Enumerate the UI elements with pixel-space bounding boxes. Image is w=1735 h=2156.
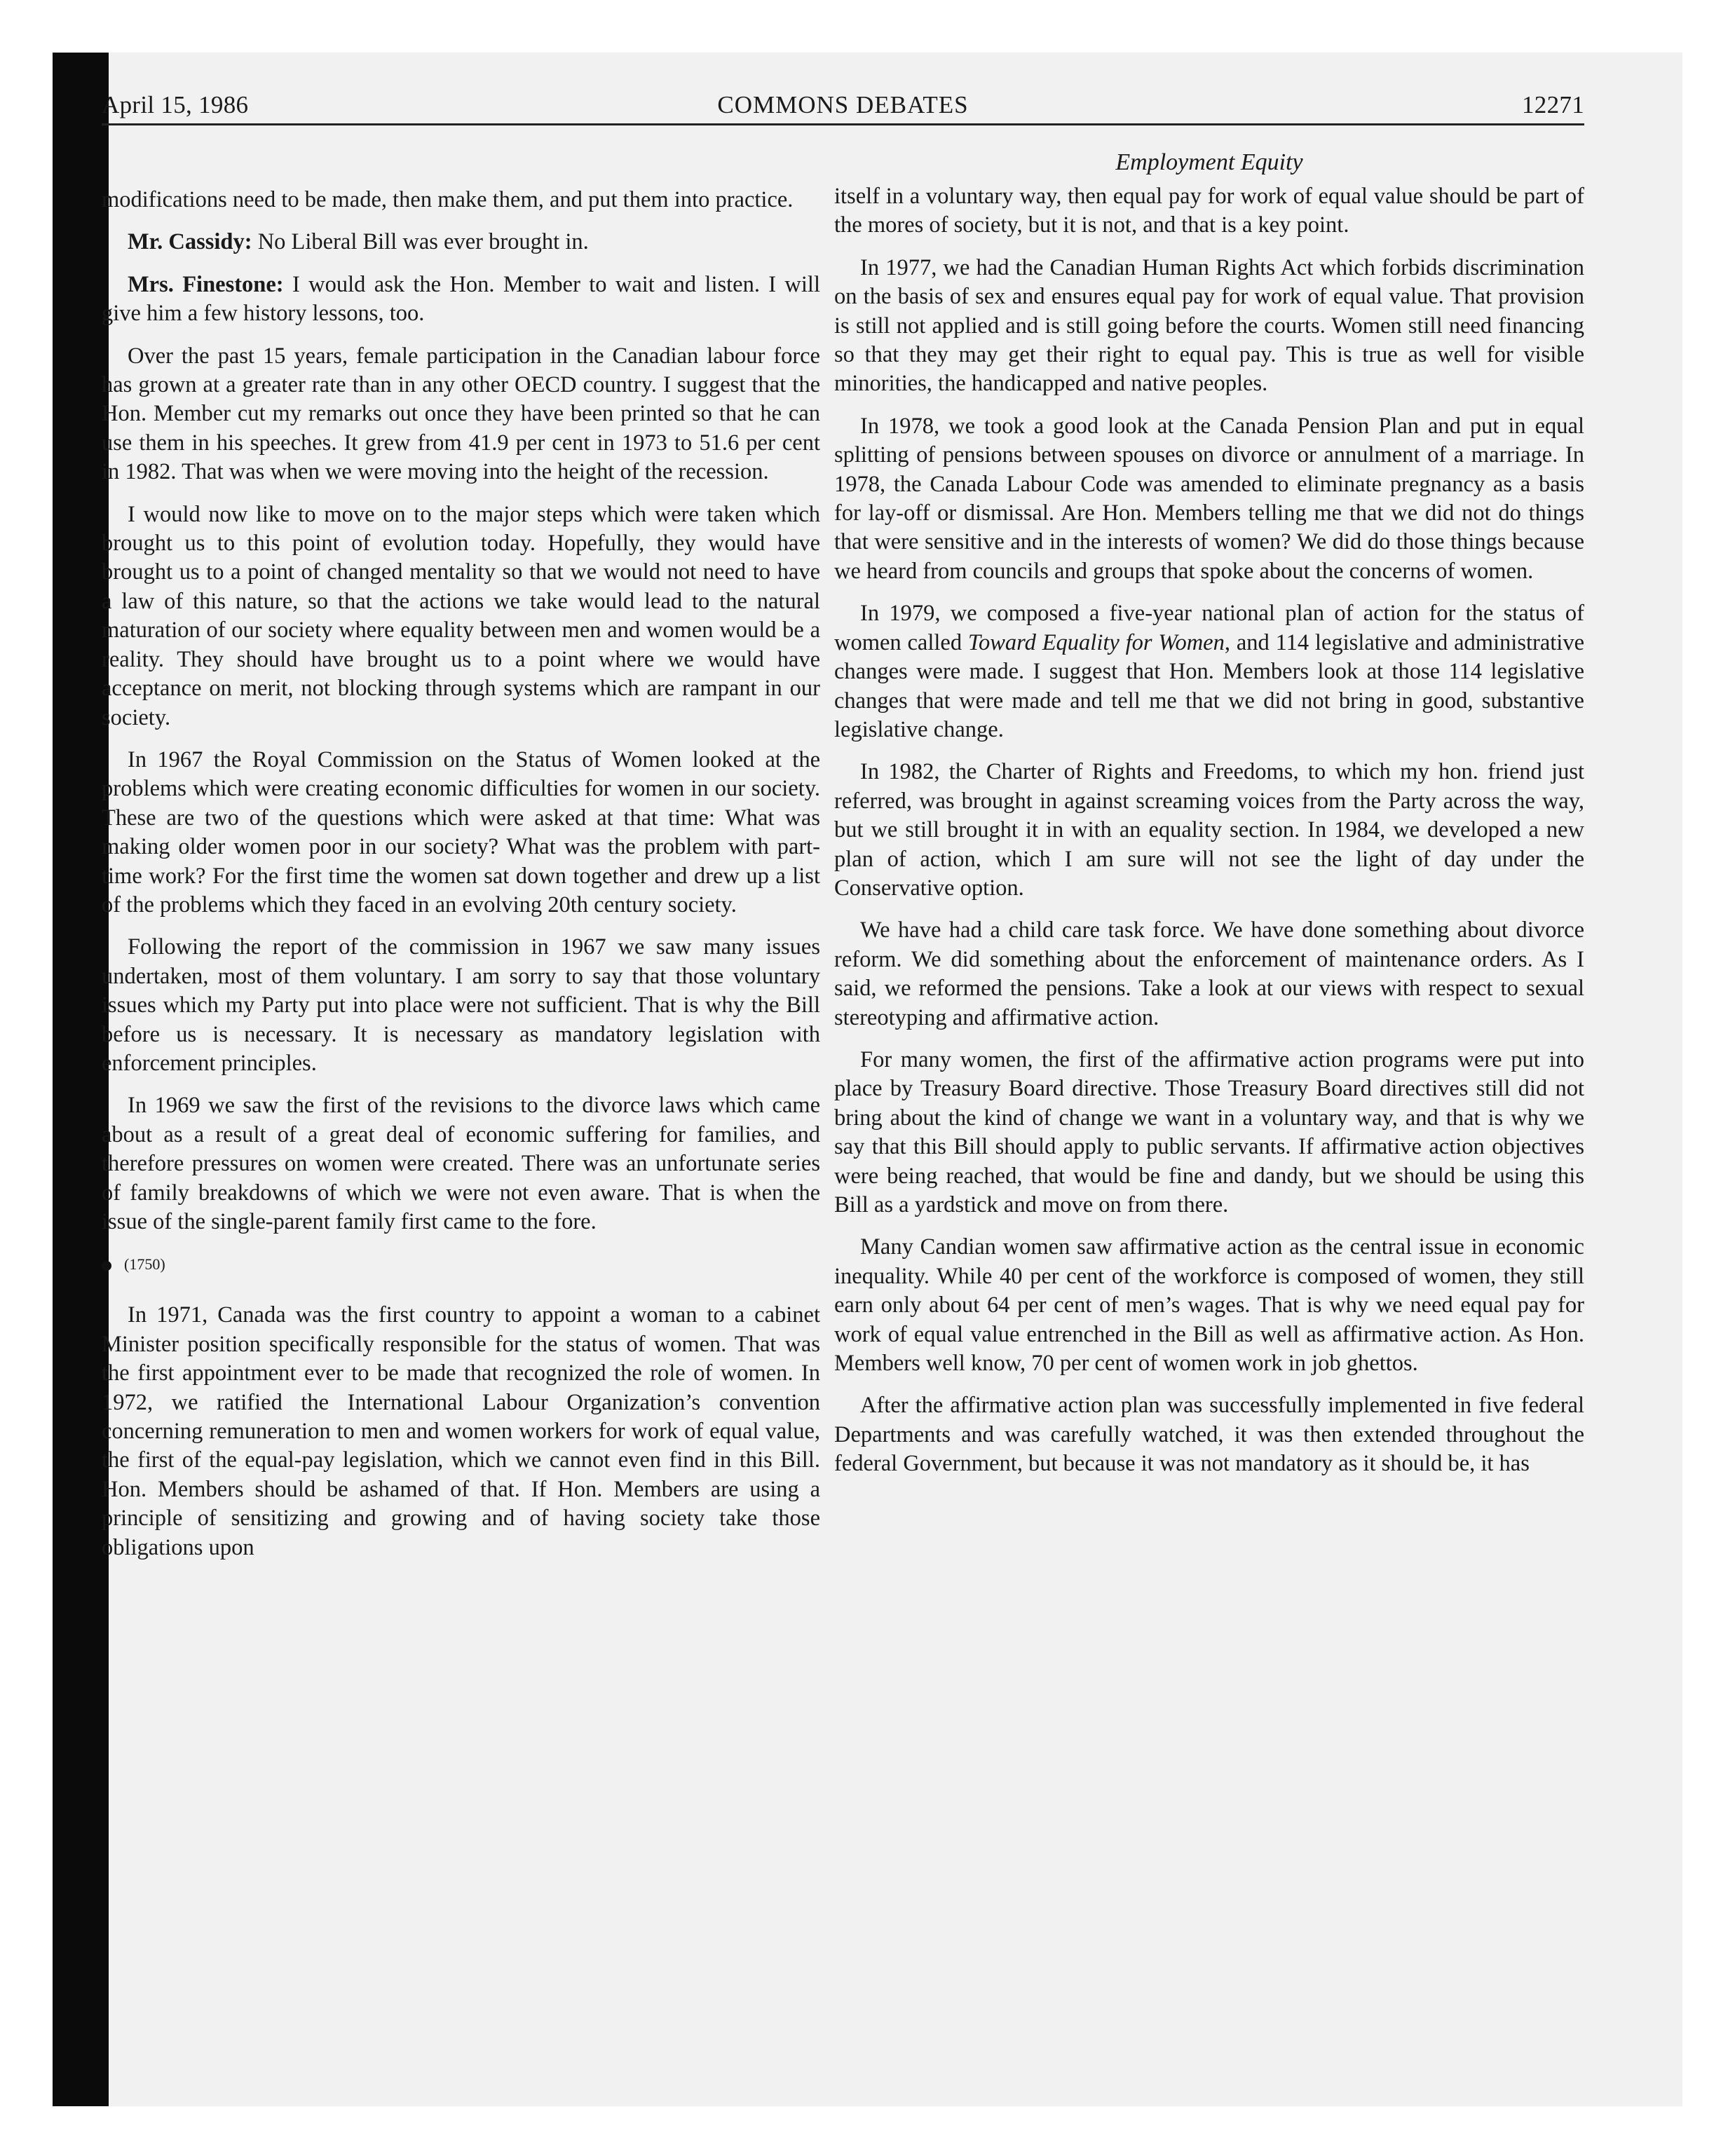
speech-text: No Liberal Bill was ever brought in. (252, 229, 589, 255)
speaker-name: Mr. Cassidy: (128, 229, 252, 255)
left-column (102, 186, 820, 1576)
page-number: 12271 (1522, 91, 1584, 118)
paragraph: In 1969 we saw the first of the revisions to the divorce laws which came about as a result of a great deal of economic suffering for families, and therefore pressures on women were created. There was an unfortunate series of family breakdowns of which we were not even aware. That is when the issue of the single-parent family first came to the fore. (102, 1093, 820, 1234)
paragraph: Many Candian women saw affirmative action as the central issue in economic inequality. While 40 per cent of the workforce is composed of women, they still earn only about 64 per cent of men’s wages. That is why we need equal pay for work of equal value entrenched in the Bill as well as affirmative action. As Hon. Members well know, 70 per cent of women work in job ghettos. (834, 1234, 1584, 1377)
right-column (834, 182, 1584, 1492)
paragraph: In 1967 the Royal Commission on the Status of Women looked at the problems which were creating economic difficulties for women in our society. These are two of the questions which were asked at that time: What was making older women poor in our society? What was the problem with part-time work? For the first time the women sat down together and drew up a list of the problems which they faced in an evolving 20th century society. (102, 746, 820, 917)
paragraph: In 1971, Canada was the first country to appoint a woman to a cabinet Minister position specifically responsible for the status of women. That was the first appointment ever to be made that recognized the role of women. In 1972, we ratified the International Labour Organization’s convention concerning remuneration to men and women workers for work of equal value, the first of the equal-pay legislation, which we cannot even find in this Bill. Hon. Members should be ashamed of that. If Hon. Members are using a principle of sensitizing and growing and of having society take those obligations upon (102, 1302, 820, 1560)
section-title: Employment Equity (1115, 149, 1303, 175)
text-run: In 1979, we composed a five-year national plan of action for the status of women called (834, 601, 1584, 655)
paragraph: For many women, the first of the affirmative action programs were put into place by Treasury Board directive. Those Treasury Board directives still did not bring about the kind of change we want in a voluntary way, and that is why we say that this Bill should apply to public servants. If affirmative action objectives were being reached, that would be fine and dandy, but we should be using this Bill as a yardstick and move on from there. (834, 1046, 1584, 1217)
speaker-paragraph (102, 271, 820, 329)
speaker-paragraph (102, 228, 820, 257)
paragraph: In 1977, we had the Canadian Human Rights Act which forbids discrimination on the basis of sex and ensures equal pay for work of equal value. That provision is still not applied and is still going before the courts. Women still need financing so that they may get their right to equal pay. This is true as well for visible minorities, the handicapped and native peoples. (834, 254, 1584, 397)
paragraph: modifications need to be made, then make them, and put them into practice. (102, 187, 794, 212)
header-rule (102, 123, 1584, 125)
header-title: COMMONS DEBATES (717, 91, 969, 118)
time-marker (102, 1250, 820, 1278)
report-title: Toward Equality for Women (967, 629, 1225, 655)
paragraph: After the affirmative action plan was successfully implemented in five federal Departments and was carefully watched, it was then extended throughout the federal Government, but because it was not mandatory as it should be, it has (834, 1393, 1584, 1477)
bullet-icon (102, 1261, 111, 1271)
paragraph: In 1982, the Charter of Rights and Freedoms, to which my hon. friend just referred, was brought in against screaming voices from the Party across the way, but we still brought it in with an equality section. In 1984, we developed a new plan of action, which I am sure will not see the light of day under the Conservative option. (834, 759, 1584, 901)
running-header (102, 91, 1584, 119)
time-marker-text: (1750) (124, 1255, 165, 1274)
text-run: , and 114 legislative and administrative changes were made. I suggest that Hon. Members look at those 114 legislative changes that were made and tell me that we did not bring in good, substantive legislative change. (834, 629, 1584, 742)
speech-text: I would ask the Hon. Member to wait and listen. I will give him a few history lessons, too. (102, 271, 820, 327)
paragraph: itself in a voluntary way, then equal pay for work of equal value should be part of the mores of society, but it is not, and that is a key point. (834, 184, 1584, 238)
header-date: April 15, 1986 (102, 91, 249, 118)
paragraph: In 1978, we took a good look at the Canada Pension Plan and put in equal splitting of pensions between spouses on divorce or annulment of a marriage. In 1978, the Canada Labour Code was amended to eliminate pregnancy as a basis for lay-off or dismissal. Are Hon. Members telling me that we did not do things that were sensitive and in the interests of women? We did do those things because we heard from councils and groups that spoke about the concerns of women. (834, 413, 1584, 584)
speaker-name: Mrs. Finestone: (128, 271, 284, 297)
paragraph (834, 599, 1584, 744)
paragraph: We have had a child care task force. We have done something about divorce reform. We did something about the enforcement of maintenance orders. As I said, we reformed the pensions. Take a look at our views with respect to sexual stereotyping and affirmative action. (834, 917, 1584, 1030)
paragraph: Following the report of the commission in 1967 we saw many issues undertaken, most of them voluntary. I am sorry to say that those voluntary issues which my Party put into place were not sufficient. That is why the Bill before us is necessary. It is necessary as mandatory legislation with enforcement principles. (102, 934, 820, 1076)
binding-shadow (53, 53, 109, 2106)
paragraph: I would now like to move on to the major steps which were taken which brought us to this point of evolution today. Hopefully, they would have brought us to a point of changed mentality so that we would not need to have a law of this nature, so that the actions we take would lead to the natural maturation of our society where equality between men and women would be a reality. They should have brought us to a point where we would have acceptance on merit, not blocking through systems which are rampant in our society. (102, 501, 820, 730)
paragraph: Over the past 15 years, female participation in the Canadian labour force has grown at a greater rate than in any other OECD country. I suggest that the Hon. Member cut my remarks out once they have been printed so that he can use them in his speeches. It grew from 41.9 per cent in 1973 to 51.6 per cent in 1982. That was when we were moving into the height of the recession. (102, 343, 820, 485)
